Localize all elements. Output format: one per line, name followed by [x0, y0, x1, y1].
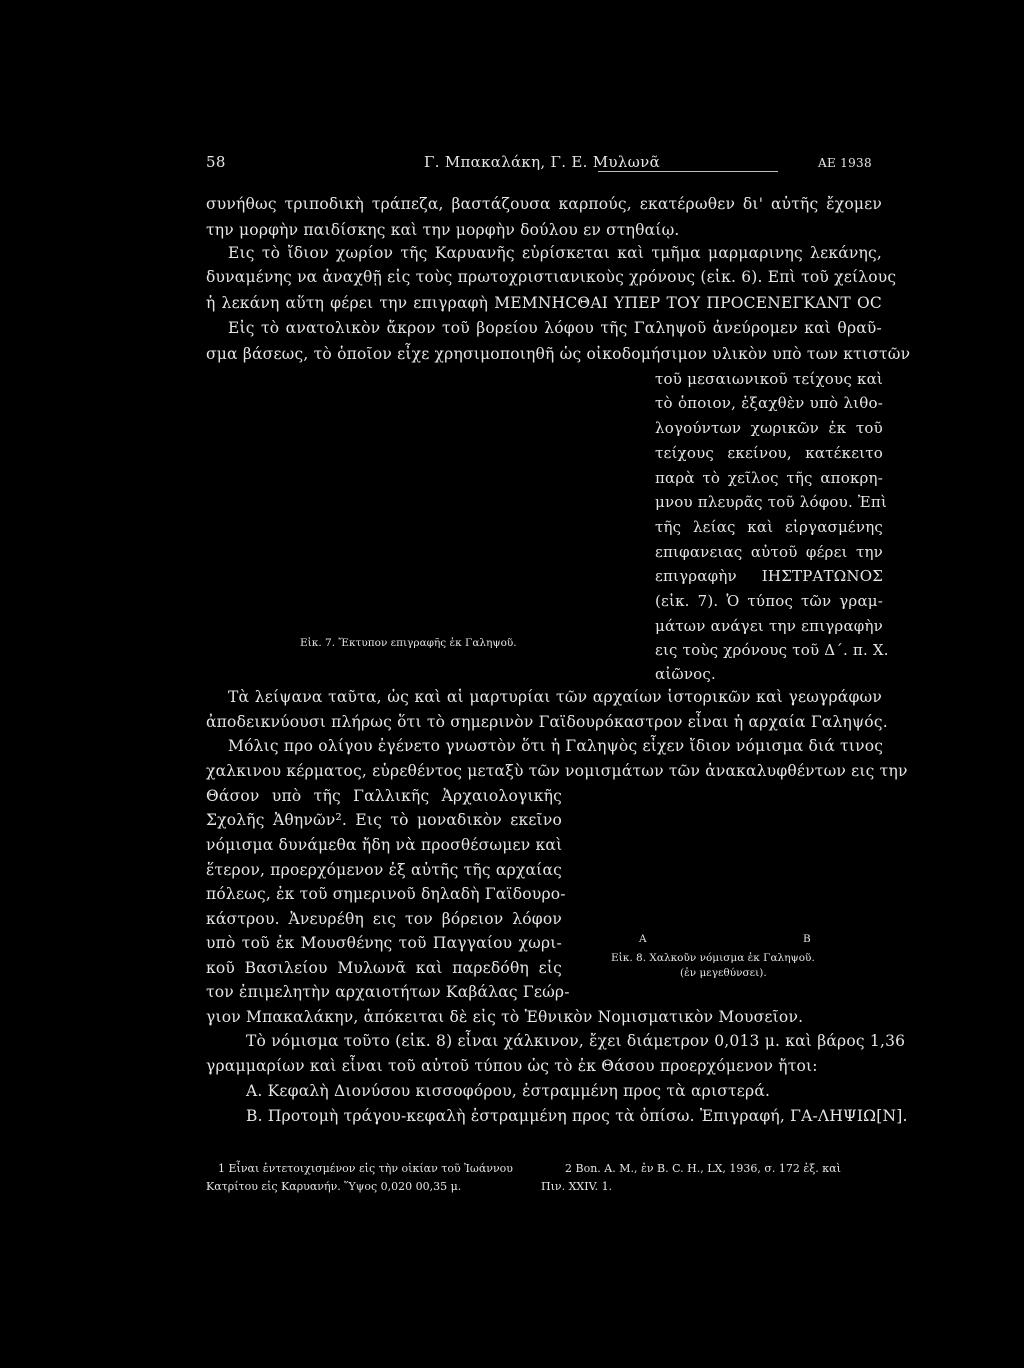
- column-line: λογούντων χωρικῶν ἐκ τοῦ: [655, 419, 883, 437]
- column-line: ἕτερον, προερχόμενον ἐξ αὐτῆς τῆς αρχαίας: [206, 861, 562, 879]
- column-line: επιγραφὴν ΙΗΣΤΡΑΤΩΝΟΣ: [655, 567, 883, 585]
- page-number: 58: [206, 153, 226, 171]
- column-line: Θάσον υπὸ τῆς Γαλλικῆς Ἀρχαιολογικῆς: [206, 787, 562, 805]
- column-line: παρὰ τὸ χεῖλος τῆς αποκρη-: [655, 469, 883, 487]
- column-line: τείχους εκείνου, κατέκειτο: [655, 444, 883, 462]
- column-line: Σχολῆς Ἀθηνῶν². Εις τὸ μοναδικὸν εκεῖνο: [206, 811, 562, 829]
- text-line: την μορφὴν παιδίσκης καὶ την μορφὴν δούλου εν στηθαίῳ.: [206, 221, 680, 239]
- figure-8-caption-note: (ἐν μεγεθύνσει).: [680, 967, 767, 979]
- column-line: τῆς λείας καὶ εἰργασμένης: [655, 518, 883, 536]
- text-line: Εἰς τὸ ανατολικὸν ἄκρον τοῦ βορείου λόφου τῆς Γαληψοῦ ἀνεύρομεν καὶ θραῦ-: [228, 319, 882, 337]
- text-line: Α. Κεφαλὴ Διονύσου κισσοφόρου, ἐστραμμένη προς τὰ αριστερά.: [246, 1082, 771, 1100]
- text-line: σμα βάσεως, τὸ ὁποῖον εἶχε χρησιμοποιηθῆ ὡς οἰκοδομήσιμον υλικὸν υπὸ των κτιστῶν: [206, 345, 911, 363]
- column-line: κοῦ Βασιλείου Μυλωνᾶ καὶ παρεδόθη εἰς: [206, 959, 562, 977]
- footnote-2: 2 Bon. A. M., ἐν B. C. H., LX, 1936, σ. 172 ἑξ. καὶ: [565, 1162, 841, 1175]
- text-line: χαλκινου κέρματος, εὑρεθέντος μεταξὺ τῶν νομισμάτων τῶν ἀνακαλυφθέντων εις την: [206, 762, 908, 780]
- footnote-1: 1 Εἶναι ἐντετοιχισμένον εἰς τὴν οἰκίαν τοῦ Ἰωάννου: [218, 1162, 513, 1175]
- column-line: επιφανειας αὐτοῦ φέρει την: [655, 543, 883, 561]
- footnote-2-cont: Πιν. XXIV. 1.: [541, 1180, 613, 1193]
- column-line: νόμισμα δυνάμεθα ἤδη νὰ προσθέσωμεν καὶ: [206, 836, 563, 854]
- column-line: κάστρου. Ἀνευρέθη εις τον βόρειον λόφον: [206, 910, 562, 928]
- text-line: Μόλις προ ολίγου ἐγένετο γνωστὸν ὅτι ἡ Γαληψὸς εἶχεν ἴδιον νόμισμα διά τινος: [228, 737, 884, 755]
- text-line: Εις τὸ ἴδιον χωρίον τῆς Καρυανῆς εὑρίσκεται καὶ τμῆμα μαρμαρινης λεκάνης,: [228, 244, 882, 262]
- column-line: μνου πλευρᾶς τοῦ λόφου. Ἐπὶ: [655, 493, 888, 511]
- text-line: γραμμαρίων καὶ εἶναι τοῦ αὐτοῦ τύπου ὡς τὸ ἐκ Θάσου προερχόμενον ἤτοι:: [206, 1057, 818, 1075]
- text-line: δυναμένης να ἀναχθῇ εἰς τοὺς πρωτοχριστιανικοὺς χρόνους (εἰκ. 6). Επὶ τοῦ χείλους: [206, 268, 897, 286]
- footnote-1-cont: Κατρίτου εἰς Καρυανήν. Ὕψος 0,020 00,35 μ.: [206, 1180, 462, 1193]
- header-rule: [598, 171, 778, 172]
- figure-7-caption: Εἰκ. 7. Ἔκτυπον επιγραφῆς ἐκ Γαληψοῦ.: [300, 637, 517, 649]
- figure-8-label-a: Α: [639, 933, 647, 945]
- text-line: Β. Προτομὴ τράγου-κεφαλὴ ἐστραμμένη προς τὰ ὀπίσω. Ἐπιγραφή, ΓΑ-ΛΗΨΙΩ[Ν].: [246, 1107, 908, 1125]
- column-line: τοῦ μεσαιωνικοῦ τείχους καὶ: [655, 370, 883, 388]
- column-line: μάτων ανάγει την επιγραφὴν: [655, 617, 883, 635]
- column-line: πόλεως, ἐκ τοῦ σημερινοῦ δηλαδὴ Γαϊδουρο-: [206, 885, 566, 903]
- column-line: εις τοὺς χρόνους τοῦ Δ΄. π. Χ.: [655, 641, 889, 659]
- column-line: υπὸ τοῦ ἐκ Μουσθένης τοῦ Παγγαίου χωρι-: [206, 934, 562, 952]
- running-head-authors: Γ. Μπακαλάκη, Γ. Ε. Μυλωνᾶ: [424, 153, 661, 171]
- column-line: (εἰκ. 7). Ὁ τύπος τῶν γραμ-: [655, 592, 883, 610]
- running-head-journal: ΑΕ 1938: [818, 156, 872, 170]
- text-line: ἡ λεκάνη αὕτη φέρει την επιγραφὴ ΜΕΜΝΗϹΘΑΙ ΥΠΕΡ ΤΟΥ ΠΡΟϹΕΝΕΓΚΑΝΤ ΟϹ: [206, 294, 882, 312]
- text-line: Τὰ λείψανα ταῦτα, ὡς καὶ αἱ μαρτυρίαι τῶν αρχαίων ἱστορικῶν καὶ γεωγράφων: [228, 688, 882, 706]
- figure-8-caption: Εἰκ. 8. Χαλκοῦν νόμισμα ἐκ Γαληψοῦ.: [611, 952, 815, 964]
- text-line: γιον Μπακαλάκην, ἀπόκειται δὲ εἰς τὸ Ἐθνικὸν Νομισματικὸν Μουσεῖον.: [206, 1008, 804, 1026]
- text-line: Τὸ νόμισμα τοῦτο (εἰκ. 8) εἶναι χάλκινον, ἔχει διάμετρον 0,013 μ. καὶ βάρος 1,36: [246, 1032, 906, 1050]
- column-line: τὸ ὁποιον, ἐξαχθὲν υπὸ λιθο-: [655, 394, 883, 412]
- column-line: αἰῶνος.: [655, 665, 716, 683]
- text-line: ἀποδεικνύουσι πλήρως ὅτι τὸ σημερινὸν Γαϊδουρόκαστρον εἶναι ἡ αρχαία Γαληψός.: [206, 713, 888, 731]
- column-line: τον ἐπιμελητὴν αρχαιοτήτων Καβάλας Γεώρ-: [206, 983, 570, 1001]
- figure-8-label-b: Β: [803, 933, 811, 945]
- text-line: συνήθως τριποδικὴ τράπεζα, βαστάζουσα καρπούς, εκατέρωθεν δι' αὐτῆς ἔχομεν: [206, 195, 882, 213]
